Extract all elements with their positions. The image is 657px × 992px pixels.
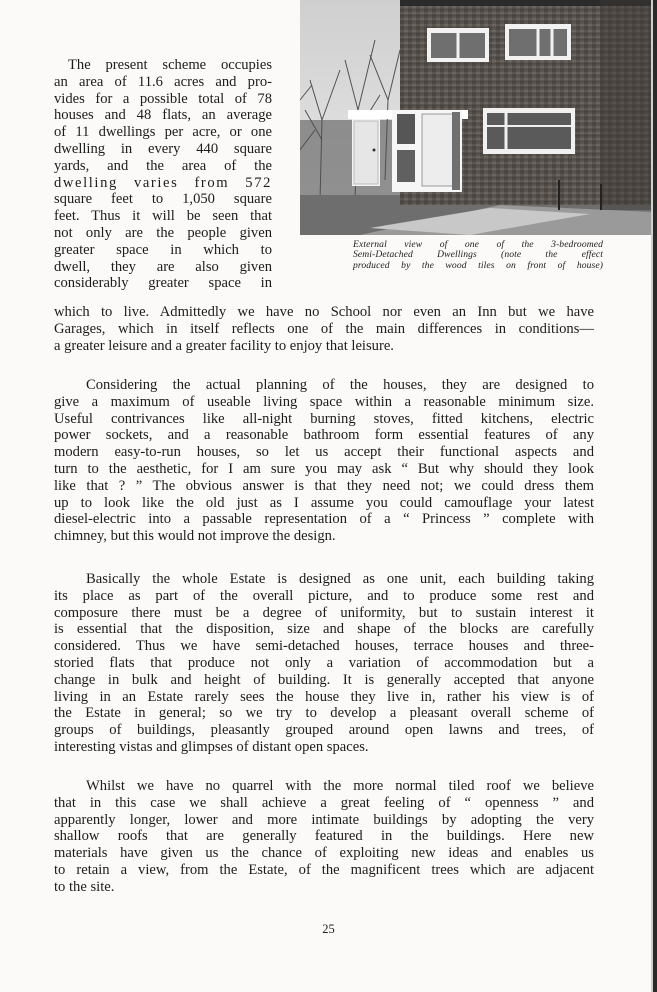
text-line: Whilst we have no quarrel with the more normal tiled roof we believe — [86, 778, 594, 794]
text-line: interesting vistas and glimpses of distant open spaces. — [54, 738, 369, 755]
text-line: Useful contrivances like all-night burning stoves, fitted kitchens, electric — [54, 410, 594, 427]
text-line: to the site. — [54, 878, 115, 895]
text-line: change in bulk and height of building. It is generally accepted that anyone — [54, 671, 594, 688]
text-line: like that ? ” The obvious answer is that they need not; we could dress them — [54, 477, 594, 494]
text-line: give a maximum of useable living space within a reasonable minimum size. — [54, 393, 594, 410]
text-line: of 11 dwellings per acre, or one — [54, 124, 272, 141]
scan-edge-border — [653, 0, 657, 992]
house-photograph — [300, 0, 653, 235]
paragraph-2 — [54, 377, 594, 545]
text-line: vides for a possible total of 78 — [54, 90, 272, 107]
text-line: apparently longer, lower and more intimate buildings by adopting the very — [54, 811, 594, 828]
text-line: dwelling in every 440 square — [54, 140, 272, 157]
page-number: 25 — [322, 922, 335, 936]
text-line: its place as part of the overall picture, and to produce some rest and — [54, 587, 594, 604]
text-line: chimney, but this would not improve the design. — [54, 528, 336, 545]
text-line: not only are the people given — [54, 224, 272, 241]
text-line: diesel-electric into a passable representation of a “ Princess ” complete with — [54, 511, 594, 528]
text-line: groups of buildings, pleasantly grouped around open lawns and trees, of — [54, 722, 594, 739]
text-line: Considering the actual planning of the houses, they are designed to — [86, 377, 594, 393]
text-line: power sockets, and a reasonable bathroom form essential features of any — [54, 427, 594, 444]
text-line: modern easy-to-run houses, so let us accept their functional aspects and — [54, 444, 594, 461]
text-line: feet. Thus it will be seen that — [54, 208, 272, 225]
text-line: yards, and the area of the — [54, 157, 272, 174]
caption-line: Semi-Detached Dwellings (note the effect — [353, 249, 603, 261]
paragraph-1-wrapped — [54, 57, 272, 292]
caption-line: produced by the wood tiles on front of house) — [353, 259, 603, 271]
text-line: which to live. Admittedly we have no School nor even an Inn but we have — [54, 304, 594, 320]
text-line: shallow roofs that are generally featured in the buildings. Here new — [54, 828, 594, 845]
text-line: considered. Thus we have semi-detached houses, terrace houses and three- — [54, 638, 594, 655]
text-line: living in an Estate rarely sees the house they live in, rather his view is of — [54, 688, 594, 705]
text-line: that in this case we shall achieve a great feeling of “ openness ” and — [54, 794, 594, 811]
text-line: dwell, they are also given — [54, 258, 272, 275]
text-line: turn to the aesthetic, for I am sure you may ask “ But why should they look — [54, 460, 594, 477]
text-line: to retain a view, from the Estate, of the magnificent trees which are adjacent — [54, 861, 594, 878]
text-line: dwelling varies from 572 — [54, 174, 272, 191]
paragraph-1-full — [54, 304, 594, 354]
text-line: Garages, which in itself reflects one of the main differences in conditions— — [54, 320, 594, 337]
photo-caption — [353, 240, 603, 271]
text-line: an area of 11.6 acres and pro- — [54, 73, 272, 90]
text-line: Basically the whole Estate is designed as one unit, each building taking — [86, 571, 594, 587]
text-line: The present scheme occupies — [68, 57, 272, 73]
text-line: considerably greater space in — [54, 275, 272, 292]
caption-line: External view of one of the 3-bedroomed — [353, 239, 603, 250]
text-line: is essential that the disposition, size and shape of the blocks are carefully — [54, 621, 594, 638]
text-line: materials have given us the chance of exploiting new ideas and enables us — [54, 845, 594, 862]
house-photo-illustration — [300, 0, 653, 235]
text-line: up to look like the old just as I assume you could camouflage your latest — [54, 494, 594, 511]
text-line: a greater leisure and a greater facility to enjoy that leisure. — [54, 337, 394, 354]
text-line: the Estate in general; so we try to develop a pleasant overall scheme of — [54, 705, 594, 722]
paragraph-3 — [54, 571, 594, 756]
paragraph-4 — [54, 778, 594, 896]
text-line: composure there must be a degree of uniformity, but to sustain interest it — [54, 604, 594, 621]
text-line: storied flats that produce not only a variation of accommodation but a — [54, 654, 594, 671]
text-line: houses and 48 flats, an average — [54, 107, 272, 124]
text-line: greater space in which to — [54, 241, 272, 258]
text-line: square feet to 1,050 square — [54, 191, 272, 208]
